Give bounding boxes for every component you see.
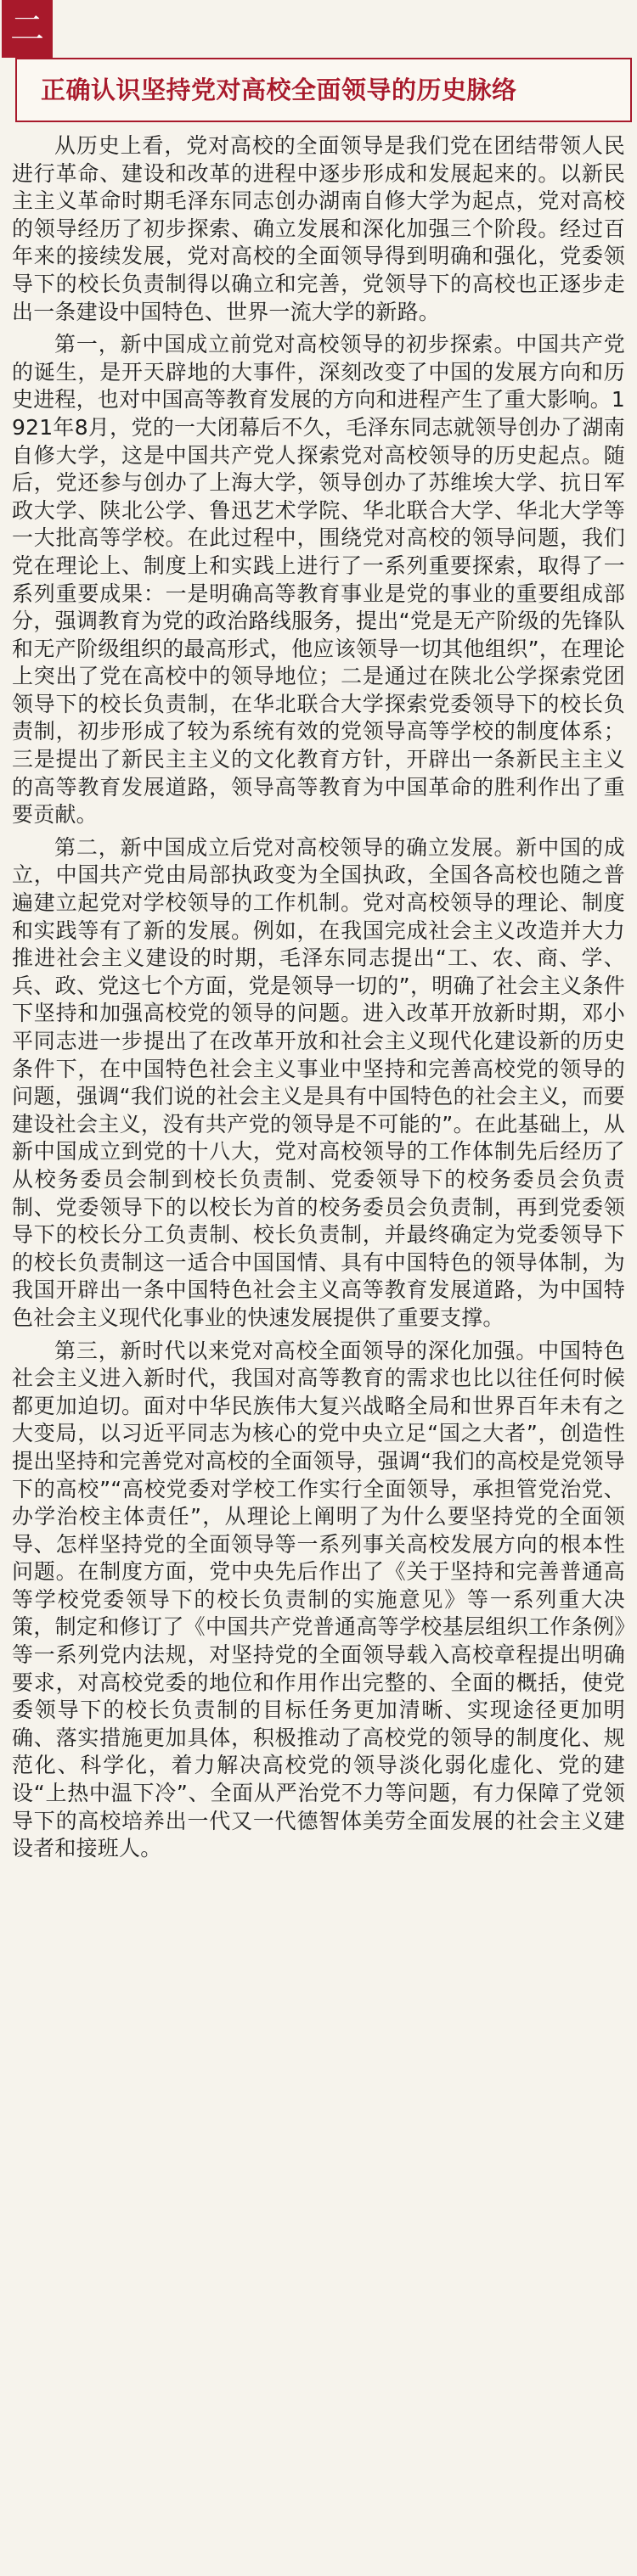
paragraph-first-stage: 第一，新中国成立前党对高校领导的初步探索。中国共产党的诞生，是开天辟地的大事件，深刻改变了中国的发展方向和历史进程，也对中国高等教育发展的方向和进程产生了重大影响。1921年8月，党的一大闭幕后不久，毛泽东同志就领导创办了湖南自修大学，这是中国共产党人探索党对高校领导的历史起点。随后，党还参与创办了上海大学，领导创办了苏维埃大学、抗日军政大学、陕北公学、鲁迅艺术学院、华北联合大学、华北大学等一大批高等学校。在此过程中，围绕党对高校的领导问题，我们党在理论上、制度上和实践上进行了一系列重要探索，取得了一系列重要成果：一是明确高等教育事业是党的事业的重要组成部分，强调教育为党的政治路线服务，提出“党是无产阶级的先锋队和无产阶级组织的最高形式，他应该领导一切其他组织”，在理论上突出了党在高校中的领导地位；二是通过在陕北公学探索党团领导下的校长负责制，在华北联合大学探索党委领导下的校长负责制，初步形成了较为系统有效的党领导高等学校的制度体系；三是提出了新民主主义的文化教育方针，开辟出一条新民主主义的高等教育发展道路，领导高等教育为中国革命的胜利作出了重要贡献。 <box>12 332 625 828</box>
paragraph-third-stage: 第三，新时代以来党对高校全面领导的深化加强。中国特色社会主义进入新时代，我国对高等教育的需求也比以往任何时候都更加迫切。面对中华民族伟大复兴战略全局和世界百年未有之大变局，以习近平同志为核心的党中央立足“国之大者”，创造性提出坚持和完善党对高校的全面领导，强调“我们的高校是党领导下的高校”“高校党委对学校工作实行全面领导，承担管党治党、办学治校主体责任”，从理论上阐明了为什么要坚持党的全面领导、怎样坚持党的全面领导等一系列事关高校发展方向的根本性问题。在制度方面，党中央先后作出了《关于坚持和完善普通高等学校党委领导下的校长负责制的实施意见》等一系列重大决策，制定和修订了《中国共产党普通高等学校基层组织工作条例》等一系列党内法规，对坚持党的全面领导载入高校章程提出明确要求，对高校党委的地位和作用作出完整的、全面的概括，使党委领导下的校长负责制的目标任务更加清晰、实现途径更加明确、落实措施更加具体，积极推动了高校党的领导的制度化、规范化、科学化，着力解决高校党的领导淡化弱化虚化、党的建设“上热中温下冷”、全面从严治党不力等问题，有力保障了党领导下的高校培养出一代又一代德智体美劳全面发展的社会主义建设者和接班人。 <box>12 1338 625 1861</box>
section-title: 正确认识坚持党对高校全面领导的历史脉络 <box>41 76 517 104</box>
paragraph-second-stage: 第二，新中国成立后党对高校领导的确立发展。新中国的成立，中国共产党由局部执政变为全国执政，全国各高校也随之普遍建立起党对学校领导的工作机制。党对高校领导的理论、制度和实践等有了新的发展。例如，在我国完成社会主义改造并大力推进社会主义建设的时期，毛泽东同志提出“工、农、商、学、兵、政、党这七个方面，党是领导一切的”，明确了社会主义条件下坚持和加强高校党的领导的问题。进入改革开放新时期，邓小平同志进一步提出了在改革开放和社会主义现代化建设新的历史条件下，在中国特色社会主义事业中坚持和完善高校党的领导的问题，强调“我们说的社会主义是具有中国特色的社会主义，而要建设社会主义，没有共产党的领导是不可能的”。在此基础上，从新中国成立到党的十八大，党对高校领导的工作体制先后经历了从校务委员会制到校长负责制、党委领导下的校务委员会负责制、党委领导下的以校长为首的校务委员会负责制，再到党委领导下的校长分工负责制、校长负责制，并最终确定为党委领导下的校长负责制这一适合中国国情、具有中国特色的领导体制，为我国开辟出一条中国特色社会主义高等教育发展道路，为中国特色社会主义现代化事业的快速发展提供了重要支撑。 <box>12 834 625 1330</box>
section-number-badge: 二 <box>2 0 53 58</box>
paragraph-intro: 从历史上看，党对高校的全面领导是我们党在团结带领人民进行革命、建设和改革的进程中逐步形成和发展起来的。以新民主主义革命时期毛泽东同志创办湖南自修大学为起点，党对高校的领导经历了初步探索、确立发展和深化加强三个阶段。经过百年来的接续发展，党对高校的全面领导得到明确和强化，党委领导下的校长负责制得以确立和完善，党领导下的高校也正逐步走出一条建设中国特色、世界一流大学的新路。 <box>12 133 625 324</box>
article-body <box>12 132 625 1868</box>
section-title-bar <box>15 58 632 122</box>
